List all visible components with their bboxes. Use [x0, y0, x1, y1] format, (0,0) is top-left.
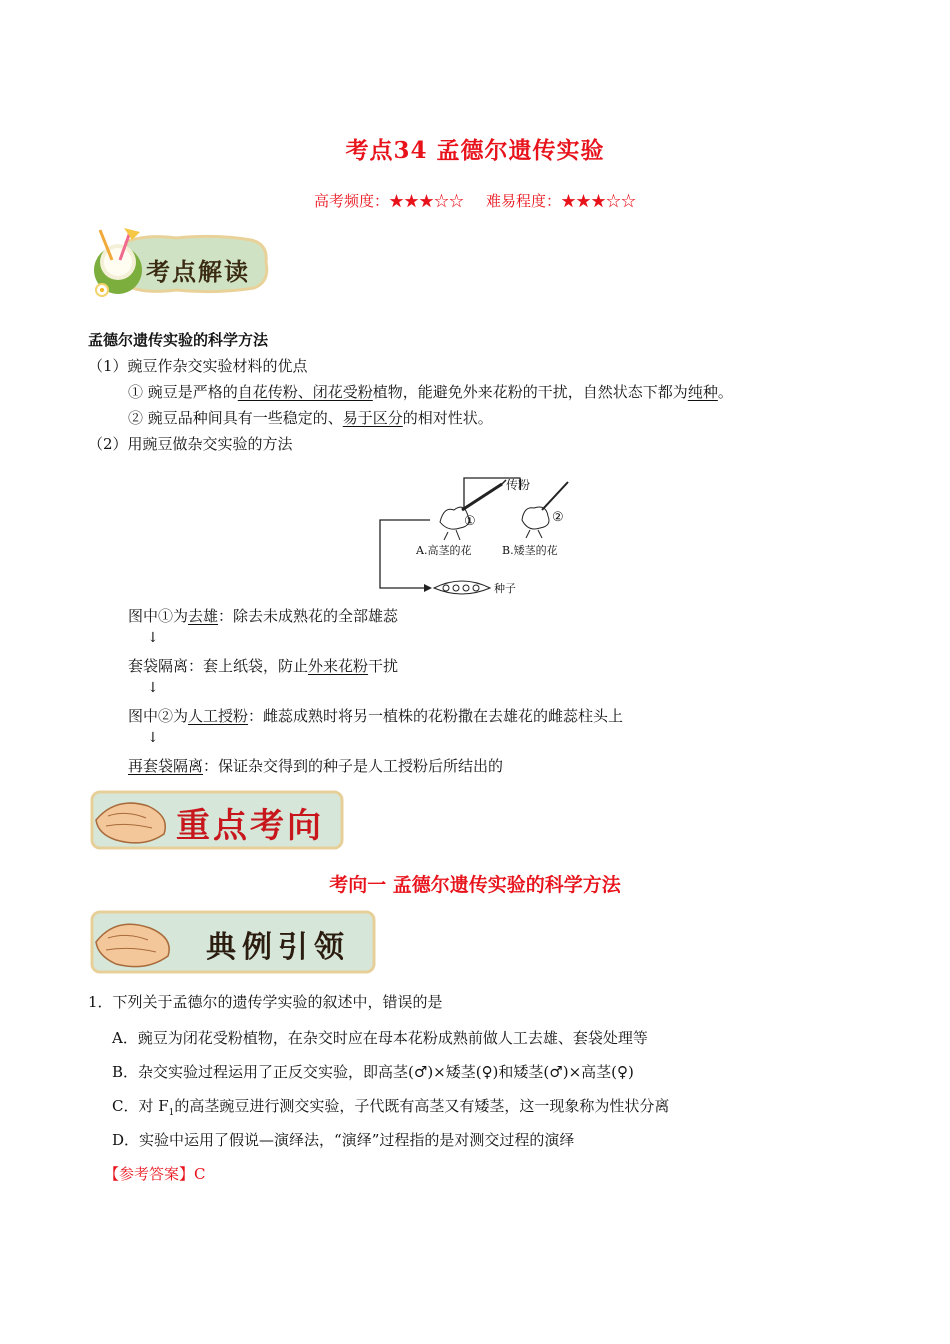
label-seed: 种子: [494, 582, 516, 595]
text: ② 豌豆品种间具有一些稳定的、: [128, 409, 343, 427]
point-1: （1）豌豆作杂交实验材料的优点: [88, 357, 308, 375]
text: 。: [717, 383, 733, 401]
point-1b: [128, 408, 493, 428]
text: ：除去未成熟花的全部雄蕊: [218, 607, 399, 625]
underlined-term: 外来花粉: [308, 657, 369, 675]
underlined-term: 易于区分: [342, 409, 403, 427]
banner-zhongdian-kaoxiang: [86, 786, 348, 854]
difficulty-label: 难易程度：: [486, 192, 562, 210]
point-1a: [128, 382, 733, 402]
underlined-term: 人工授粉: [188, 707, 249, 725]
text: 图中①为: [128, 607, 189, 625]
step-4: [128, 756, 503, 776]
pollination-diagram-figure: [372, 470, 582, 600]
page-title: 考点34 孟德尔遗传实验: [345, 137, 605, 164]
label-pollination: 传粉: [506, 478, 531, 492]
question-stem: 1．下列关于孟德尔的遗传学实验的叙述中，错误的是: [88, 993, 443, 1011]
answer-value: C: [194, 1165, 206, 1183]
down-arrow-icon: ↓: [147, 730, 159, 746]
underlined-term: 再套袋隔离: [128, 757, 204, 775]
tall-flower-icon: [440, 480, 506, 540]
down-arrow-icon: ↓: [147, 630, 159, 646]
reference-answer: [104, 1164, 206, 1184]
text: ：保证杂交得到的种子是人工授粉后所结出的: [203, 757, 504, 775]
label-circle-2: ②: [552, 510, 564, 525]
underlined-term: 自花传粉、闭花受粉: [237, 383, 373, 401]
underlined-term: 纯种: [687, 383, 718, 401]
banner-text: 重点考向: [176, 806, 324, 846]
option-a: A．豌豆为闭花受粉植物，在杂交时应在母本花粉成熟前做人工去雄、套袋处理等: [112, 1029, 648, 1047]
text: ：雌蕊成熟时将另一植株的花粉撒在去雄花的雌蕊柱头上: [248, 707, 624, 725]
subscript: 1: [168, 1108, 175, 1118]
option-c: [112, 1096, 669, 1123]
banner-text: 考点解读: [146, 258, 250, 286]
seed-pod-icon: [434, 581, 490, 594]
banner-kaodian-jiedu: [86, 222, 276, 304]
banner-text: 典例引领: [206, 930, 350, 965]
text: 干扰: [368, 657, 399, 675]
text: 图中②为: [128, 707, 189, 725]
text: 套袋隔离：套上纸袋，防止: [128, 657, 309, 675]
option-d: D．实验中运用了假说—演绎法，“演绎”过程指的是对测交过程的演绎: [112, 1131, 575, 1149]
frequency-stars: ★★★☆☆: [388, 192, 464, 210]
banner-dianli-yinling: [86, 906, 380, 978]
text: 的相对性状。: [402, 409, 493, 427]
underlined-term: 去雄: [188, 607, 219, 625]
step-2: [128, 656, 398, 676]
frequency-label: 高考频度：: [313, 192, 389, 210]
text: ① 豌豆是严格的: [128, 383, 238, 401]
label-circle-1: ①: [464, 514, 476, 529]
step-3: [128, 706, 623, 726]
down-arrow-icon: ↓: [147, 680, 159, 696]
text: C．对 F: [112, 1097, 169, 1115]
answer-label: 【参考答案】: [104, 1165, 195, 1183]
label-tall-flower: A.高茎的花: [416, 544, 472, 557]
text: 植物，能避免外来花粉的干扰，自然状态下都为: [372, 383, 688, 401]
pollination-diagram: [372, 470, 582, 600]
direction-heading: 考向一 孟德尔遗传实验的科学方法: [329, 874, 621, 896]
section-heading: 孟德尔遗传实验的科学方法: [88, 331, 269, 349]
point-2: （2）用豌豆做杂交实验的方法: [88, 435, 293, 453]
text: 的高茎豌豆进行测交实验，子代既有高茎又有矮茎，这一现象称为性状分离: [174, 1097, 670, 1115]
option-b: B．杂交实验过程运用了正反交实验，即高茎(♂)×矮茎(♀)和矮茎(♂)×高茎(♀): [112, 1063, 634, 1081]
difficulty-stars: ★★★☆☆: [561, 192, 637, 210]
step-1: [128, 606, 398, 626]
difficulty-line: [0, 190, 950, 211]
label-short-flower: B.矮茎的花: [502, 544, 558, 557]
